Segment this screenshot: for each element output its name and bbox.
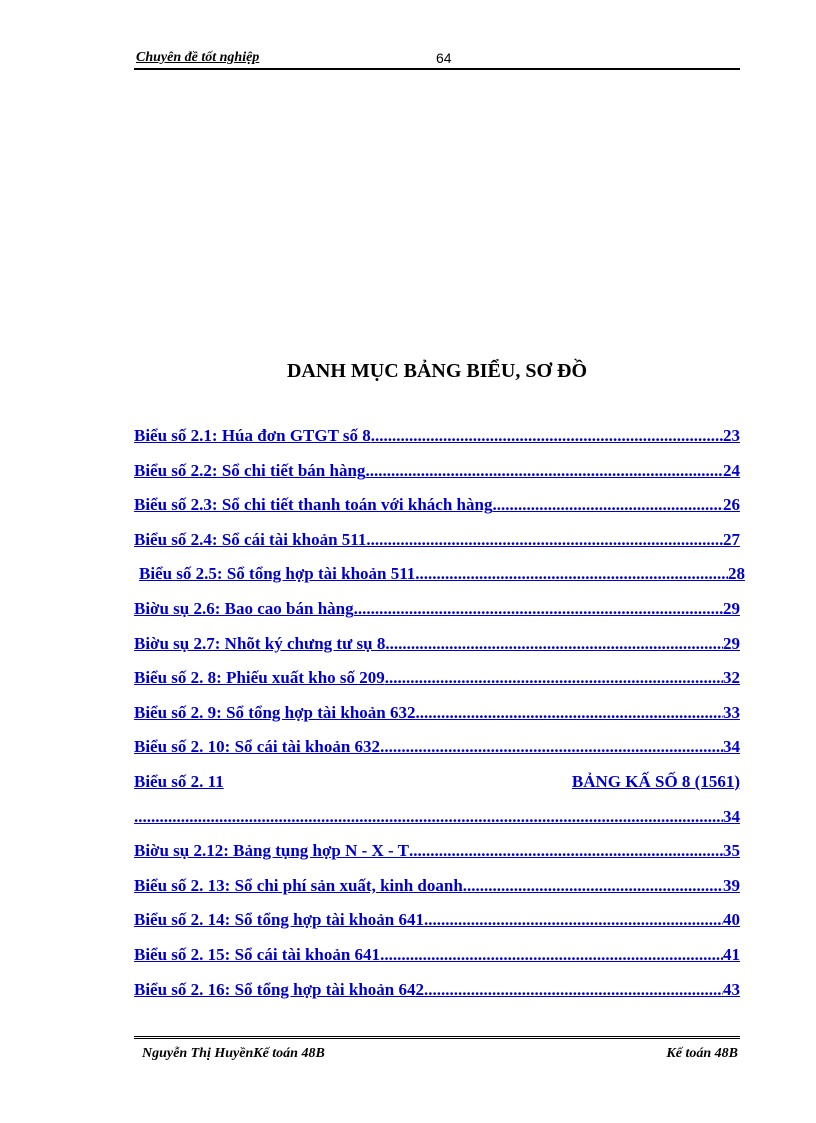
toc-entry-label: Biểu số 2. 13: Sổ chi phí sản xuất, kinh doanh bbox=[134, 875, 463, 895]
toc-leader-dots bbox=[415, 703, 723, 723]
toc-entry-label: Biờu sụ 2.12: Bảng tụng hợp N - X - T bbox=[134, 841, 410, 861]
toc-entry-page: 33 bbox=[723, 702, 740, 722]
toc-entry-page: 32 bbox=[723, 668, 740, 688]
toc-leader-dots bbox=[380, 737, 723, 757]
toc-entry-2-11-heading[interactable] bbox=[134, 772, 740, 807]
toc-entry-2-10[interactable] bbox=[134, 737, 740, 772]
toc-leader-dots bbox=[492, 495, 723, 515]
toc-entry-page: 43 bbox=[723, 979, 740, 999]
toc-entry-page: 39 bbox=[723, 875, 740, 895]
toc-entry-2-7[interactable] bbox=[134, 634, 740, 669]
toc-entry-page: 23 bbox=[723, 426, 740, 445]
toc-entry-2-15[interactable] bbox=[134, 945, 740, 980]
toc-entry-2-4[interactable] bbox=[134, 530, 740, 565]
toc-entry-2-13[interactable] bbox=[134, 876, 740, 911]
toc-entry-label: Biểu số 2. 10: Sổ cái tài khoản 632 bbox=[134, 737, 381, 757]
toc-entry-label: Biểu số 2.4: Sổ cái tài khoản 511 bbox=[134, 529, 367, 549]
toc-leader-dots bbox=[415, 564, 728, 584]
toc-entry-2-2[interactable] bbox=[134, 461, 740, 496]
toc-leader-dots bbox=[385, 668, 723, 688]
toc-entry-label: Biờu sụ 2.7: Nhõt ký chưng tư sụ 8 bbox=[134, 633, 386, 653]
toc-entry-label: Biểu số 2.1: Húa đơn GTGT số 8 bbox=[134, 426, 371, 445]
toc-entry-label: Biểu số 2.3: Sổ chi tiết thanh toán với khách hàng bbox=[134, 495, 493, 515]
toc-entry-page: 41 bbox=[723, 944, 740, 964]
toc-leader-dots bbox=[424, 980, 723, 1000]
toc-entry-label: Biểu số 2. 11 bbox=[134, 771, 224, 791]
toc-entry-2-6[interactable] bbox=[134, 599, 740, 634]
toc-entry-page: 29 bbox=[723, 633, 740, 653]
toc-leader-dots bbox=[365, 461, 723, 481]
page-footer bbox=[134, 1036, 740, 1061]
toc-leader-dots bbox=[380, 945, 723, 965]
toc-entry-page: 29 bbox=[723, 598, 740, 618]
toc-entry-page: 35 bbox=[723, 841, 740, 861]
toc-entry-2-14[interactable] bbox=[134, 910, 740, 945]
table-of-contents bbox=[134, 426, 745, 1014]
toc-leader-dots bbox=[463, 876, 723, 896]
page-title: DANH MỤC BẢNG BIỂU, SƠ ĐỒ bbox=[286, 360, 588, 382]
toc-entry-2-1[interactable] bbox=[134, 426, 740, 461]
toc-leader-dots bbox=[354, 599, 723, 619]
toc-entry-page: 40 bbox=[723, 910, 740, 930]
toc-leader-dots bbox=[424, 910, 723, 930]
toc-entry-page: 28 bbox=[728, 564, 745, 584]
toc-entry-2-11-page-line[interactable] bbox=[134, 807, 740, 842]
toc-leader-dots bbox=[385, 634, 723, 654]
toc-entry-right-title: BẢNG KẤ SỐ 8 (1561) bbox=[571, 771, 740, 791]
toc-entry-2-5[interactable] bbox=[134, 564, 745, 599]
toc-entry-2-3[interactable] bbox=[134, 495, 740, 530]
toc-entry-label: Biểu số 2. 8: Phiếu xuất kho số 209 bbox=[134, 668, 385, 688]
toc-leader-dots bbox=[366, 530, 723, 550]
toc-entry-page: 34 bbox=[723, 806, 740, 826]
header-document-title: Chuyên đề tốt nghiệp bbox=[136, 50, 260, 65]
toc-entry-2-12[interactable] bbox=[134, 841, 740, 876]
toc-entry-page: 27 bbox=[723, 529, 740, 549]
toc-entry-label: Biểu số 2.5: Sổ tổng hợp tài khoản 511 bbox=[139, 564, 416, 584]
toc-entry-label: Biểu số 2. 9: Sổ tổng hợp tài khoản 632 bbox=[134, 702, 416, 722]
toc-entry-page: 24 bbox=[723, 460, 740, 480]
toc-entry-label: Biểu số 2. 14: Sổ tổng hợp tài khoản 641 bbox=[134, 910, 424, 930]
toc-entry-page: 26 bbox=[723, 495, 740, 515]
toc-entry-label: Biểu số 2. 15: Sổ cái tài khoản 641 bbox=[134, 944, 381, 964]
footer-author: Nguyễn Thị HuyềnKế toán 48B bbox=[142, 1046, 325, 1061]
toc-entry-2-9[interactable] bbox=[134, 703, 740, 738]
toc-leader-dots bbox=[371, 426, 723, 446]
footer-department: Kế toán 48B bbox=[666, 1046, 738, 1061]
page-header bbox=[134, 50, 740, 70]
toc-entry-2-8[interactable] bbox=[134, 668, 740, 703]
toc-entry-label: Biểu số 2.2: Sổ chi tiết bán hàng bbox=[134, 460, 366, 480]
toc-entry-page: 34 bbox=[723, 737, 740, 757]
toc-entry-label: Biểu số 2. 16: Sổ tổng hợp tài khoản 642 bbox=[134, 979, 424, 999]
toc-leader-dots bbox=[409, 841, 723, 861]
toc-entry-2-16[interactable] bbox=[134, 980, 740, 1015]
toc-entry-label: Biờu sụ 2.6: Bao cao bán hàng bbox=[134, 598, 354, 618]
toc-leader-dots bbox=[134, 807, 723, 827]
header-page-number: 64 bbox=[436, 50, 452, 66]
